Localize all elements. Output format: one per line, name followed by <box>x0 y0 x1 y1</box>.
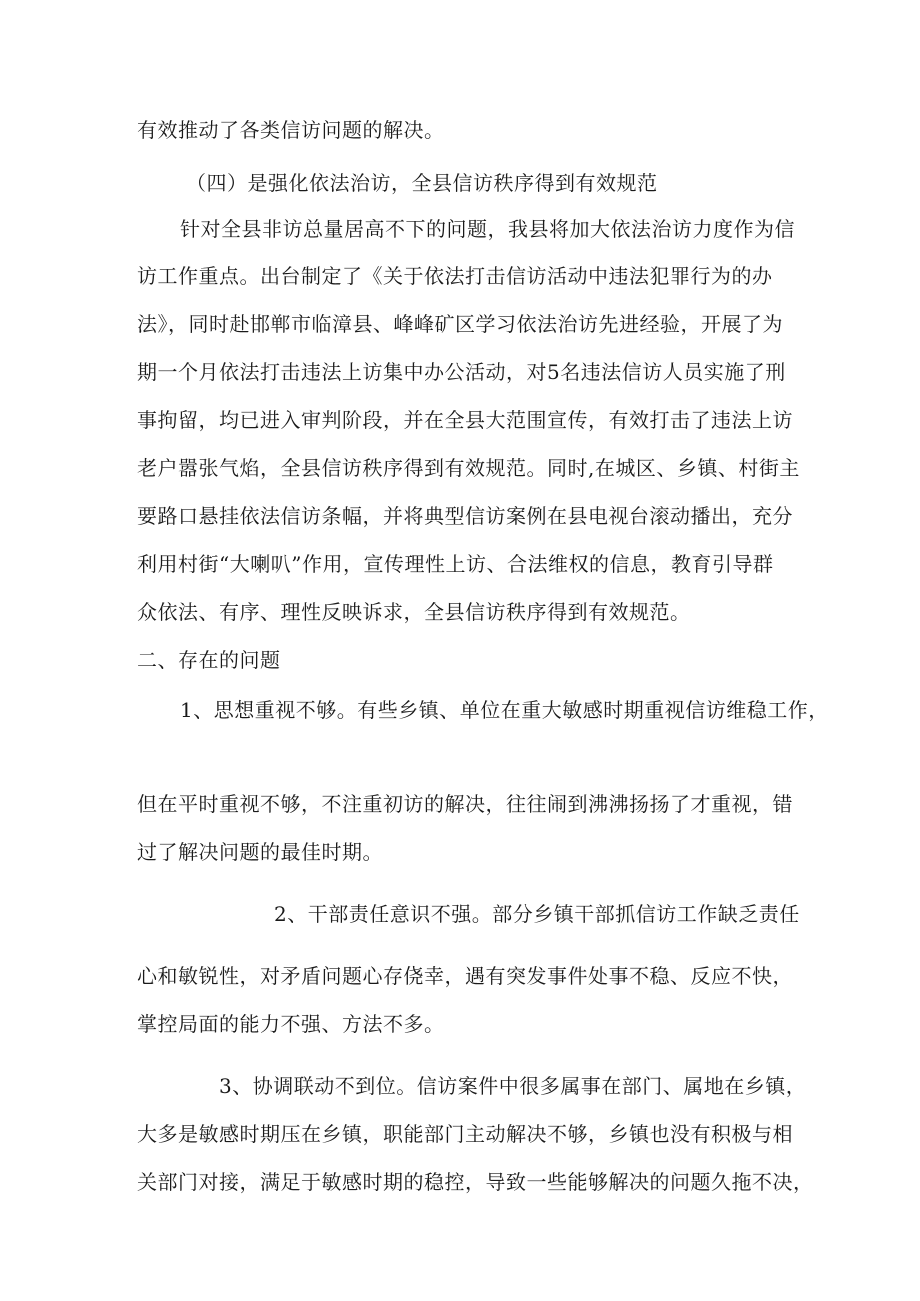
paragraph-line: 要路口悬挂依法信访条幅，并将典型信访案例在县电视台滚动播出，充分 <box>137 504 793 528</box>
paragraph-line: 针对全县非访总量居高不下的问题，我县将加大依法治访力度作为信 <box>180 217 795 241</box>
paragraph-line: 法》，同时赴邯郸市临漳县、峰峰矿区学习依法治访先进经验，开展了为 <box>137 312 783 336</box>
paragraph-line: 老户嚣张气焰，全县信访秩序得到有效规范。同时,在城区、乡镇、村街主 <box>137 456 800 480</box>
section-heading: （四）是强化依法治访，全县信访秩序得到有效规范 <box>186 171 658 195</box>
paragraph-line: 利用村街“大喇叭”作用，宣传理性上访、合法维权的信息，教育引导群 <box>137 552 774 576</box>
paragraph-line: 有效推动了各类信访问题的解决。 <box>137 118 445 142</box>
paragraph-line: 1、思想重视不够。有些乡镇、单位在重大敏感时期重视信访维稳工作， <box>180 698 829 722</box>
paragraph-line: 访工作重点。出台制定了《关于依法打击信访活动中违法犯罪行为的办 <box>137 264 773 288</box>
paragraph-line: 众依法、有序、理性反映诉求，全县信访秩序得到有效规范。 <box>137 600 691 624</box>
paragraph-line: 心和敏锐性，对矛盾问题心存侥幸，遇有突发事件处事不稳、反应不快， <box>137 964 793 988</box>
paragraph-line: 但在平时重视不够，不注重初访的解决，往往闹到沸沸扬扬了才重视，错 <box>137 792 793 816</box>
paragraph-line: 掌控局面的能力不强、方法不多。 <box>137 1012 445 1036</box>
paragraph-line: 事拘留，均已进入审判阶段，并在全县大范围宣传，有效打击了违法上访 <box>137 408 793 432</box>
paragraph-line: 2、干部责任意识不强。部分乡镇干部抓信访工作缺乏责任 <box>274 902 800 926</box>
paragraph-line: 3、协调联动不到位。信访案件中很多属事在部门、属地在乡镇， <box>219 1074 807 1098</box>
paragraph-line: 关部门对接，满足于敏感时期的稳控，导致一些能够解决的问题久拖不决， <box>137 1170 814 1194</box>
section-heading: 二、存在的问题 <box>137 648 281 672</box>
paragraph-line: 过了解决问题的最佳时期。 <box>137 840 383 864</box>
paragraph-line: 期一个月依法打击违法上访集中办公活动，对5名违法信访人员实施了刑 <box>137 360 786 384</box>
paragraph-line: 大多是敏感时期压在乡镇，职能部门主动解决不够，乡镇也没有积极与相 <box>137 1122 793 1146</box>
